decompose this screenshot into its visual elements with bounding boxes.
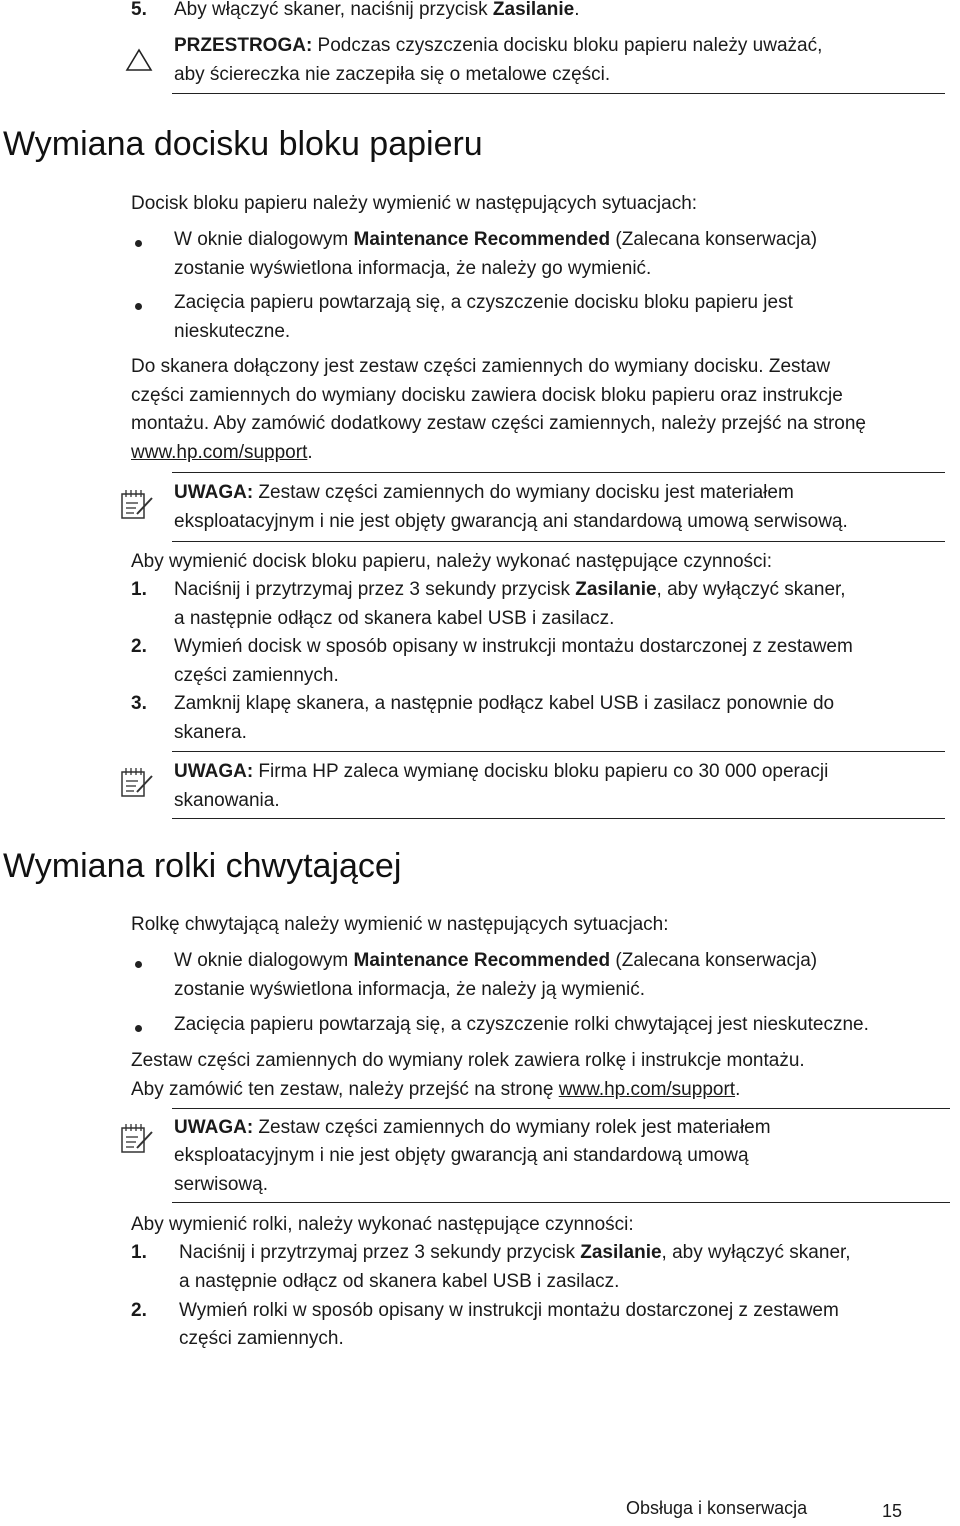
support-link[interactable]: www.hp.com/support [131,442,308,463]
step-text-line2: a następnie odłącz od skanera kabel USB i zasilacz. [174,608,615,629]
step-number: 1. [131,1242,147,1263]
steps-intro: Aby wymienić docisk bloku papieru, należy wykonać następujące czynności: [131,551,773,572]
bold-text: Zasilanie [575,579,657,600]
text: . [574,0,580,20]
paragraph-line: montażu. Aby zamówić dodatkowy zestaw części zamiennych, należy przejść na stronę [131,413,866,434]
text: W oknie dialogowym [174,229,354,250]
text: W oknie dialogowym [174,950,354,971]
text: Naciśnij i przytrzymaj przez 3 sekundy przycisk [174,579,576,600]
bullet [135,303,142,310]
step-number: 2. [131,636,147,657]
note-label: UWAGA: [174,761,254,782]
paragraph-line [131,1076,740,1105]
divider [172,472,945,473]
step-number: 3. [131,693,147,714]
step-text-line2: części zamiennych. [179,1328,344,1349]
steps-intro: Aby wymienić rolki, należy wykonać następujące czynności: [131,1214,634,1235]
divider [172,1202,950,1203]
step-number: 1. [131,579,147,600]
step-text-line2: skanera. [174,722,247,743]
footer-section-name: Obsługa i konserwacja [626,1498,808,1518]
bullet [135,240,142,247]
bullet [135,961,142,968]
caution-text-line2: aby ściereczka nie zaczepiła się o metalowe części. [174,64,611,85]
support-link[interactable]: www.hp.com/support [558,1079,736,1100]
text: , aby wyłączyć skaner, [656,579,846,600]
divider [172,541,945,542]
intro-text: Docisk bloku papieru należy wymienić w następujących sytuacjach: [131,193,698,214]
caution-label: PRZESTROGA: [174,35,313,56]
note-pad-icon [120,488,156,522]
divider [172,93,945,94]
list-item: Zacięcia papieru powtarzają się, a czyszczenie docisku bloku papieru jest [174,292,793,313]
bold-text: Zasilanie [492,0,575,20]
note-text [174,758,828,787]
list-item [174,947,817,976]
note-label: UWAGA: [174,482,254,503]
step-text: Wymień docisk w sposób opisany w instrukcji montażu dostarczonej z zestawem [174,636,853,657]
list-item [174,226,817,255]
step-text [174,576,846,605]
bold-text: Zasilanie [580,1242,662,1263]
paragraph-line: Zestaw części zamiennych do wymiany rolek zawiera rolkę i instrukcje montażu. [131,1050,805,1071]
text: . [307,442,313,463]
step-text-line2: części zamiennych. [174,665,339,686]
text: (Zalecana konserwacja) [610,229,818,250]
text: Aby zamówić ten zestaw, należy przejść na stronę [131,1079,559,1100]
text: Firma HP zaleca wymianę docisku bloku papieru co 30 000 operacji [253,761,829,782]
note-pad-icon [120,766,156,800]
note-label: UWAGA: [174,1117,254,1138]
step-number: 2. [131,1300,147,1321]
step-number: 5. [131,0,147,20]
step-text: Zamknij klapę skanera, a następnie podłącz kabel USB i zasilacz ponownie do [174,693,835,714]
bold-text: Maintenance Recommended [353,229,611,250]
text: , aby wyłączyć skaner, [661,1242,851,1263]
step-5 [131,0,147,25]
text: . [735,1079,741,1100]
warning-triangle-icon [125,48,153,72]
paragraph-line: Do skanera dołączony jest zestaw części zamiennych do wymiany docisku. Zestaw [131,356,831,377]
bold-text: Maintenance Recommended [353,950,611,971]
note-pad-icon [120,1122,156,1156]
list-item-line2: nieskuteczne. [174,321,291,342]
section-title: Wymiana rolki chwytającej [3,847,402,885]
step-text [179,1239,851,1268]
note-text-line3: serwisową. [174,1174,268,1195]
page-number: 15 [882,1501,903,1521]
divider [172,1108,950,1109]
intro-text: Rolkę chwytającą należy wymienić w następujących sytuacjach: [131,914,669,935]
note-text-line2: skanowania. [174,790,280,811]
bullet [135,1025,142,1032]
text: Zestaw części zamiennych do wymiany docisku jest materiałem [253,482,794,503]
note-text-line2: eksploatacyjnym i nie jest objęty gwarancją ani standardową umową serwisową. [174,511,848,532]
list-item-line2: zostanie wyświetlona informacja, że należy go wymienić. [174,258,652,279]
text: Aby włączyć skaner, naciśnij przycisk [174,0,493,20]
caution-text [174,32,822,61]
divider [172,751,945,752]
note-text [174,1114,771,1143]
paragraph-line: części zamiennych do wymiany docisku zawiera docisk bloku papieru oraz instrukcje [131,385,843,406]
paragraph-line [131,439,313,468]
step-text-line2: a następnie odłącz od skanera kabel USB i zasilacz. [179,1271,620,1292]
step-text: Wymień rolki w sposób opisany w instrukcji montażu dostarczonej z zestawem [179,1300,839,1321]
divider [172,818,945,819]
text: Zestaw części zamiennych do wymiany rolek jest materiałem [253,1117,771,1138]
step-5-text [174,0,580,25]
list-item: Zacięcia papieru powtarzają się, a czyszczenie rolki chwytającej jest nieskuteczne. [174,1014,869,1035]
text: (Zalecana konserwacja) [610,950,818,971]
list-item-line2: zostanie wyświetlona informacja, że należy ją wymienić. [174,979,645,1000]
text: Podczas czyszczenia docisku bloku papieru należy uważać, [312,35,823,56]
note-text [174,479,794,508]
note-text-line2: eksploatacyjnym i nie jest objęty gwarancją ani standardową umową [174,1145,749,1166]
section-title: Wymiana docisku bloku papieru [3,125,483,163]
text: Naciśnij i przytrzymaj przez 3 sekundy przycisk [179,1242,581,1263]
